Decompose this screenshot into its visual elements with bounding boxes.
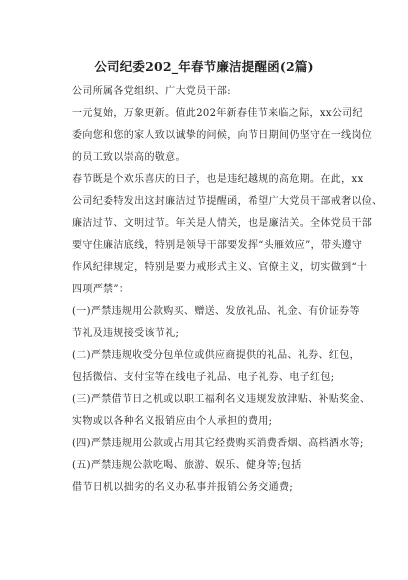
paragraph-rule-3 xyxy=(72,389,371,433)
paragraph-line: (三)严禁借节日之机或以职工福利名义违规发放津贴、补贴奖金、 xyxy=(72,394,371,405)
paragraph-line: 公司纪委特发出这封廉洁过节提醒函，希望广大党员干部戒奢以俭、 xyxy=(72,196,383,207)
salutation-line: 公司所属各党组织、广大党员干部: xyxy=(72,86,231,97)
paragraph-line: 节礼及违规接受该节礼; xyxy=(72,328,180,339)
paragraph-reminder xyxy=(72,169,383,301)
paragraph-line: 春节既是个欢乐喜庆的日子，也是违纪越规的高危期。在此，xx xyxy=(72,174,364,185)
paragraph-line: (四)严禁违规用公款或占用其它经费购买消费香烟、高档酒水等; xyxy=(72,438,364,449)
paragraph-line: 实物或以各种名义报销应由个人承担的费用; xyxy=(72,416,273,427)
paragraph-line: 借节日机以拙劣的名义办私事并报销公务交通费; xyxy=(72,482,294,493)
paragraph-line: 廉洁过节、文明过节。年关是人情关，也是廉洁关。全体党员干部 xyxy=(72,218,373,229)
paragraph-rule-4 xyxy=(72,433,364,455)
paragraph-line: 委向您和您的家人致以诚挚的问候，向节日期间仍坚守在一线岗位 xyxy=(72,130,373,141)
document-title: 公司纪委202_年春节廉洁提醒函(2篇) xyxy=(94,59,314,74)
paragraph-line: 的员工致以崇高的敬意。 xyxy=(72,152,186,163)
paragraph-line: 包括微信、支付宝等在线电子礼品、电子礼券、电子红包; xyxy=(72,372,335,383)
salutation xyxy=(72,81,348,103)
paragraph-line: 作风纪律规定，特别是要力戒形式主义、官僚主义，切实做到“十 xyxy=(72,262,368,273)
paragraph-rule-1 xyxy=(72,301,360,345)
paragraph-greeting xyxy=(72,103,373,169)
paragraph-rule-5-continued xyxy=(72,477,348,499)
paragraph-line: 四项严禁”： xyxy=(72,284,130,295)
paragraph-line: (二)严禁违规收受分包单位或供应商提供的礼品、礼券、红包， xyxy=(72,350,360,361)
paragraph-line: 一元复始，万象更新。值此202年新春佳节来临之际，xx公司纪 xyxy=(72,108,363,119)
paragraph-line: 要守住廉洁底线，特别是领导干部要发挥“头雁效应”，带头遵守 xyxy=(72,240,363,251)
paragraph-rule-2 xyxy=(72,345,360,389)
paragraph-rule-5 xyxy=(72,455,348,477)
paragraph-line: (一)严禁违规用公款购买、赠送、发放礼品、礼金、有价证券等 xyxy=(72,306,360,317)
paragraph-line: (五)严禁违规公款吃喝、旅游、娱乐、健身等;包括 xyxy=(72,460,302,471)
